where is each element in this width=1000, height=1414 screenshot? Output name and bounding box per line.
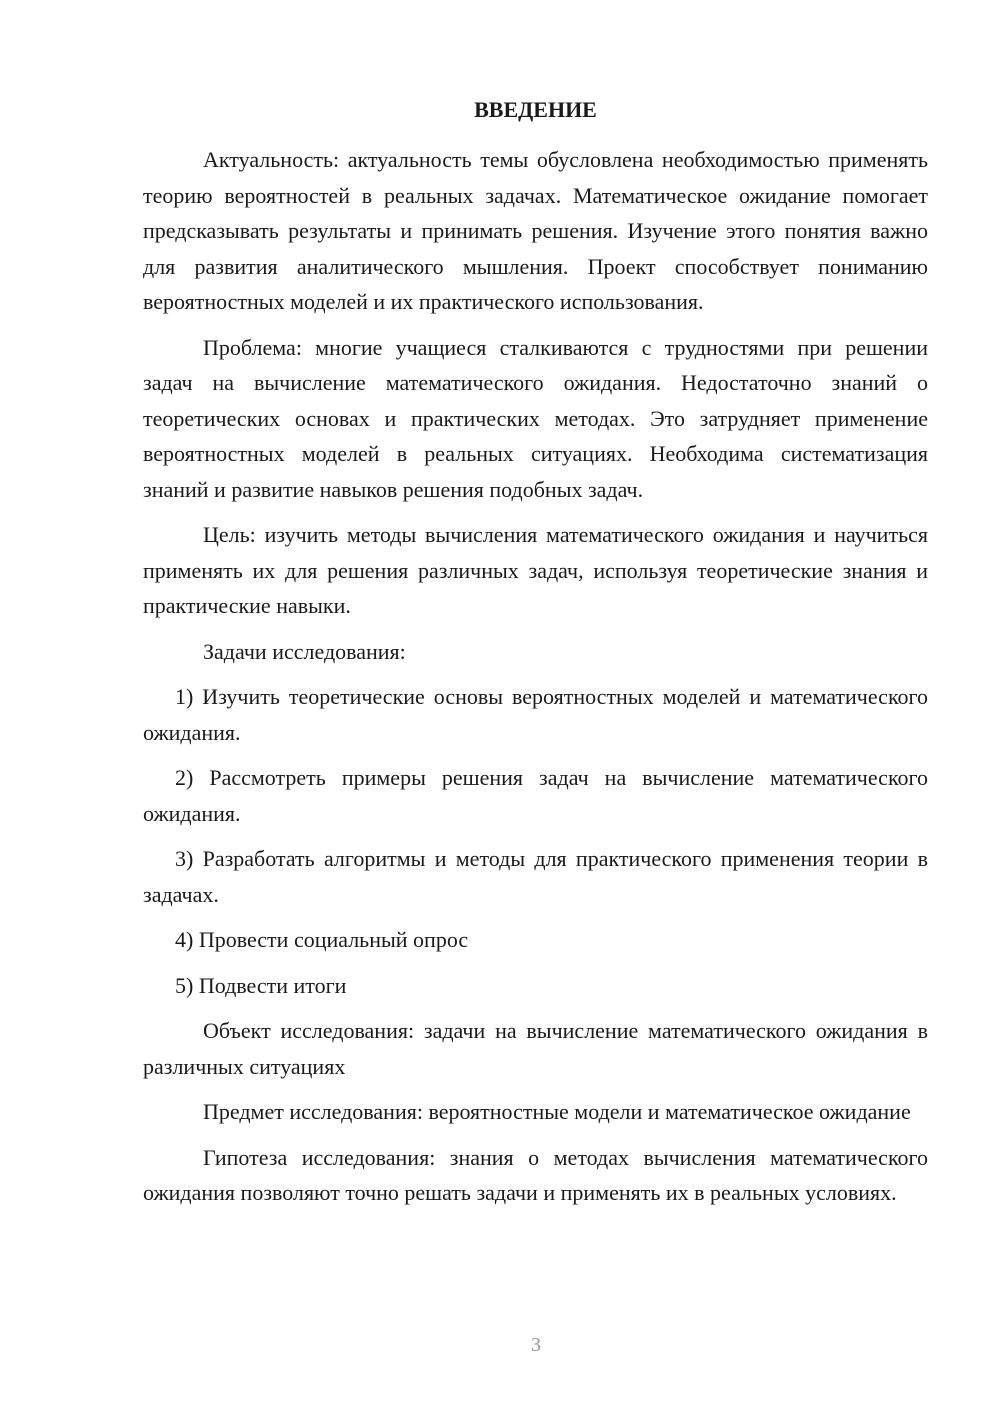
document-page [143,94,928,1221]
paragraph-hypothesis: Гипотеза исследования: знания о методах вычисления математического ожидания позволяют точно решать задачи и применять их в реальных условиях. [143,1144,928,1205]
paragraph-problem: Проблема: многие учащиеся сталкиваются с трудностями при решении задач на вычисление математического ожидания. Недостаточно знаний о теоретических основах и практических методах. Это затрудняет применение вероятностных моделей в реальных ситуациях. Необходима систематизация знаний и развитие навыков решения подобных задач. [143,334,928,502]
tasks-heading: Задачи исследования: [203,638,406,664]
section-title: ВВЕДЕНИЕ [474,97,597,122]
task-item-4: 4) Провести социальный опрос [175,927,469,952]
task-item-3: 3) Разработать алгоритмы и методы для практического применения теории в задачах. [143,846,928,907]
page-number: 3 [531,1334,541,1356]
paragraph-subject: Предмет исследования: вероятностные модели и математическое ожидание [203,1099,911,1124]
paragraph-relevance: Актуальность: актуальность темы обусловлена необходимостью применять теорию вероятностей в реальных задачах. Математическое ожидание помогает предсказывать результаты и принимать решения. Изучение этого понятия важно для развития аналитического мышления. Проект способствует пониманию вероятностных моделей и их практического использования. [143,147,928,314]
paragraph-object: Объект исследования: задачи на вычисление математического ожидания в различных ситуациях [143,1018,928,1079]
task-item-1: 1) Изучить теоретические основы вероятностных моделей и математического ожидания. [143,684,928,745]
task-item-5: 5) Подвести итоги [175,972,347,998]
task-item-2: 2) Рассмотреть примеры решения задач на вычисление математического ожидания. [143,765,928,826]
paragraph-goal: Цель: изучить методы вычисления математического ожидания и научиться применять их для решения различных задач, используя теоретические знания и практические навыки. [143,522,928,618]
